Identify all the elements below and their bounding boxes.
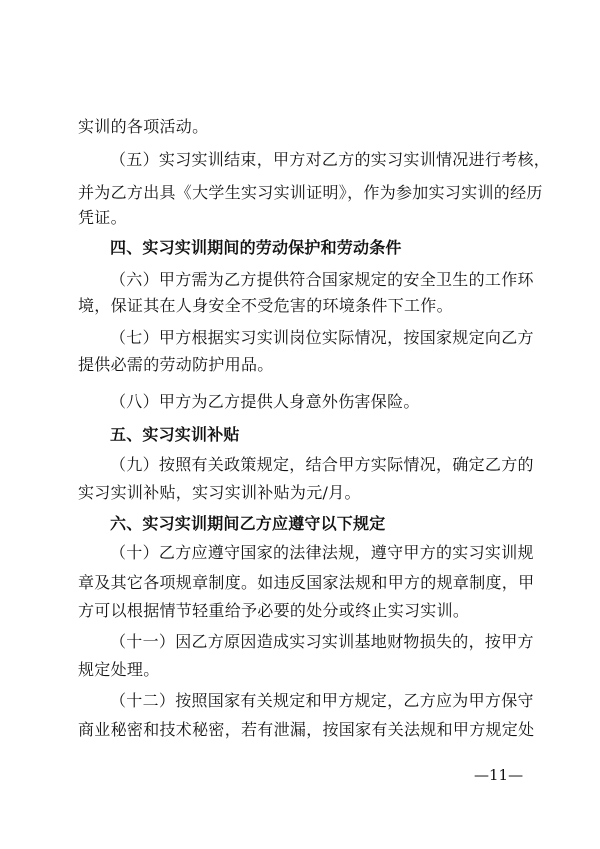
- text-line: 提供必需的劳动防护用品。: [78, 355, 274, 374]
- text-line: 方可以根据情节轻重给予必要的处分或终止实习实训。: [78, 601, 470, 620]
- text-line: 实训的各项活动。: [78, 117, 209, 136]
- text-line: （十二）按照国家有关规定和甲方规定，乙方应为甲方保守: [110, 691, 534, 710]
- text-line: 规定处理。: [78, 660, 160, 679]
- text-line: （十）乙方应遵守国家的法律法规，遵守甲方的实习实训规: [110, 543, 534, 562]
- text-line: （八）甲方为乙方提供人身意外伤害保险。: [110, 392, 420, 411]
- text-line: 凭证。: [78, 208, 127, 227]
- page-number: —11—: [474, 766, 524, 784]
- section-heading: 六、实习实训期间乙方应遵守以下规定: [110, 514, 386, 533]
- text-line: 章及其它各项规章制度。如违反国家法规和甲方的规章制度，甲: [78, 573, 535, 592]
- text-line: （十一）因乙方原因造成实习实训基地财物损失的，按甲方: [110, 632, 534, 651]
- text-line: （九）按照有关政策规定，结合甲方实际情况，确定乙方的: [110, 455, 534, 474]
- text-line: （七）甲方根据实习实训岗位实际情况，按国家规定向乙方: [110, 328, 534, 347]
- text-line: （六）甲方需为乙方提供符合国家规定的安全卫生的工作环: [110, 270, 534, 289]
- text-line: 商业秘密和技术秘密，若有泄漏，按国家有关法规和甲方规定处: [78, 720, 535, 739]
- text-line: 并为乙方出具《大学生实习实训证明》，作为参加实习实训的经历: [78, 183, 543, 202]
- section-heading: 四、实习实训期间的劳动保护和劳动条件: [110, 238, 402, 257]
- text-line: 实习实训补贴，实习实训补贴为元/月。: [78, 483, 361, 502]
- section-heading: 五、实习实训补贴: [110, 425, 240, 444]
- text-line: 境，保证其在人身安全不受危害的环境条件下工作。: [78, 296, 453, 315]
- text-line: （五）实习实训结束，甲方对乙方的实习实训情况进行考核，: [110, 150, 551, 169]
